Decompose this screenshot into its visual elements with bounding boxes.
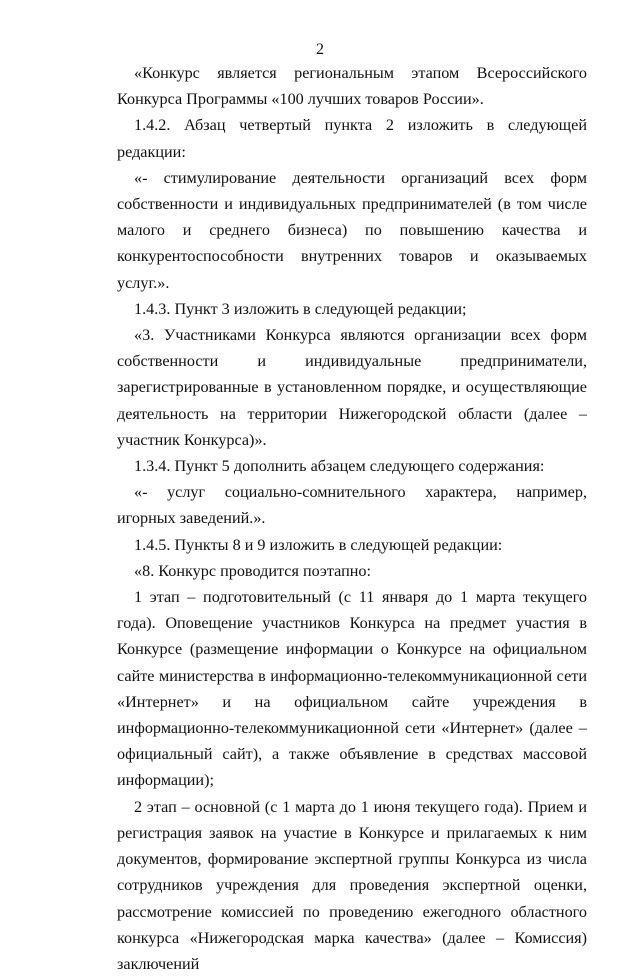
paragraph: 2 этап – основной (с 1 марта до 1 июня текущего года). Прием и регистрация заявок на участие в Конкурсе и прилагаемых к ним документов, формирование экспертной группы Конкурса из числа сотрудников учреждения для проведения экспертной оценки, рассмотрение комиссией по проведению ежегодного областного конкурса «Нижегородская марка качества» (далее – Комиссия) заключений [117,797,587,973]
page-number: 2 [316,41,324,58]
paragraph: «3. Участниками Конкурса являются организации всех форм собственности и индивидуальные предприниматели, зарегистрированные в установленном порядке, и осуществляющие деятельность на территории Нижегородской области (далее – участник Конкурса)». [117,326,587,449]
paragraph: «Конкурс является региональным этапом Всероссийского Конкурса Программы «100 лучших товаров России». [117,64,587,109]
paragraph: 1.4.5. Пункты 8 и 9 изложить в следующей редакции: [134,535,503,554]
paragraph: «- услуг социально-сомнительного характера, например, игорных заведений.». [117,483,587,528]
document-body [117,60,587,977]
paragraph: «8. Конкурс проводится поэтапно: [134,561,372,580]
paragraph: 1.4.2. Абзац четвертый пункта 2 изложить в следующей редакции: [117,116,587,161]
paragraph: «- стимулирование деятельности организаций всех форм собственности и индивидуальных предпринимателей (в том числе малого и среднего бизнеса) по повышению качества и конкурентоспособности внутренних товаров и оказываемых услуг.». [117,168,587,292]
paragraph: 1 этап – подготовительный (с 11 января до 1 марта текущего года). Оповещение участников Конкурса на предмет участия в Конкурсе (размещение информации о Конкурсе на официальном сайте министерства в информационно-телекоммуникационной сети «Интернет» и на официальном сайте учреждения в информационно-телекоммуникационной сети «Интернет» (далее – официальный сайт), а также объявление в средствах массовой информации); [117,588,587,790]
paragraph: 1.3.4. Пункт 5 дополнить абзацем следующего содержания: [134,457,545,476]
paragraph: 1.4.3. Пункт 3 изложить в следующей редакции; [134,299,467,318]
